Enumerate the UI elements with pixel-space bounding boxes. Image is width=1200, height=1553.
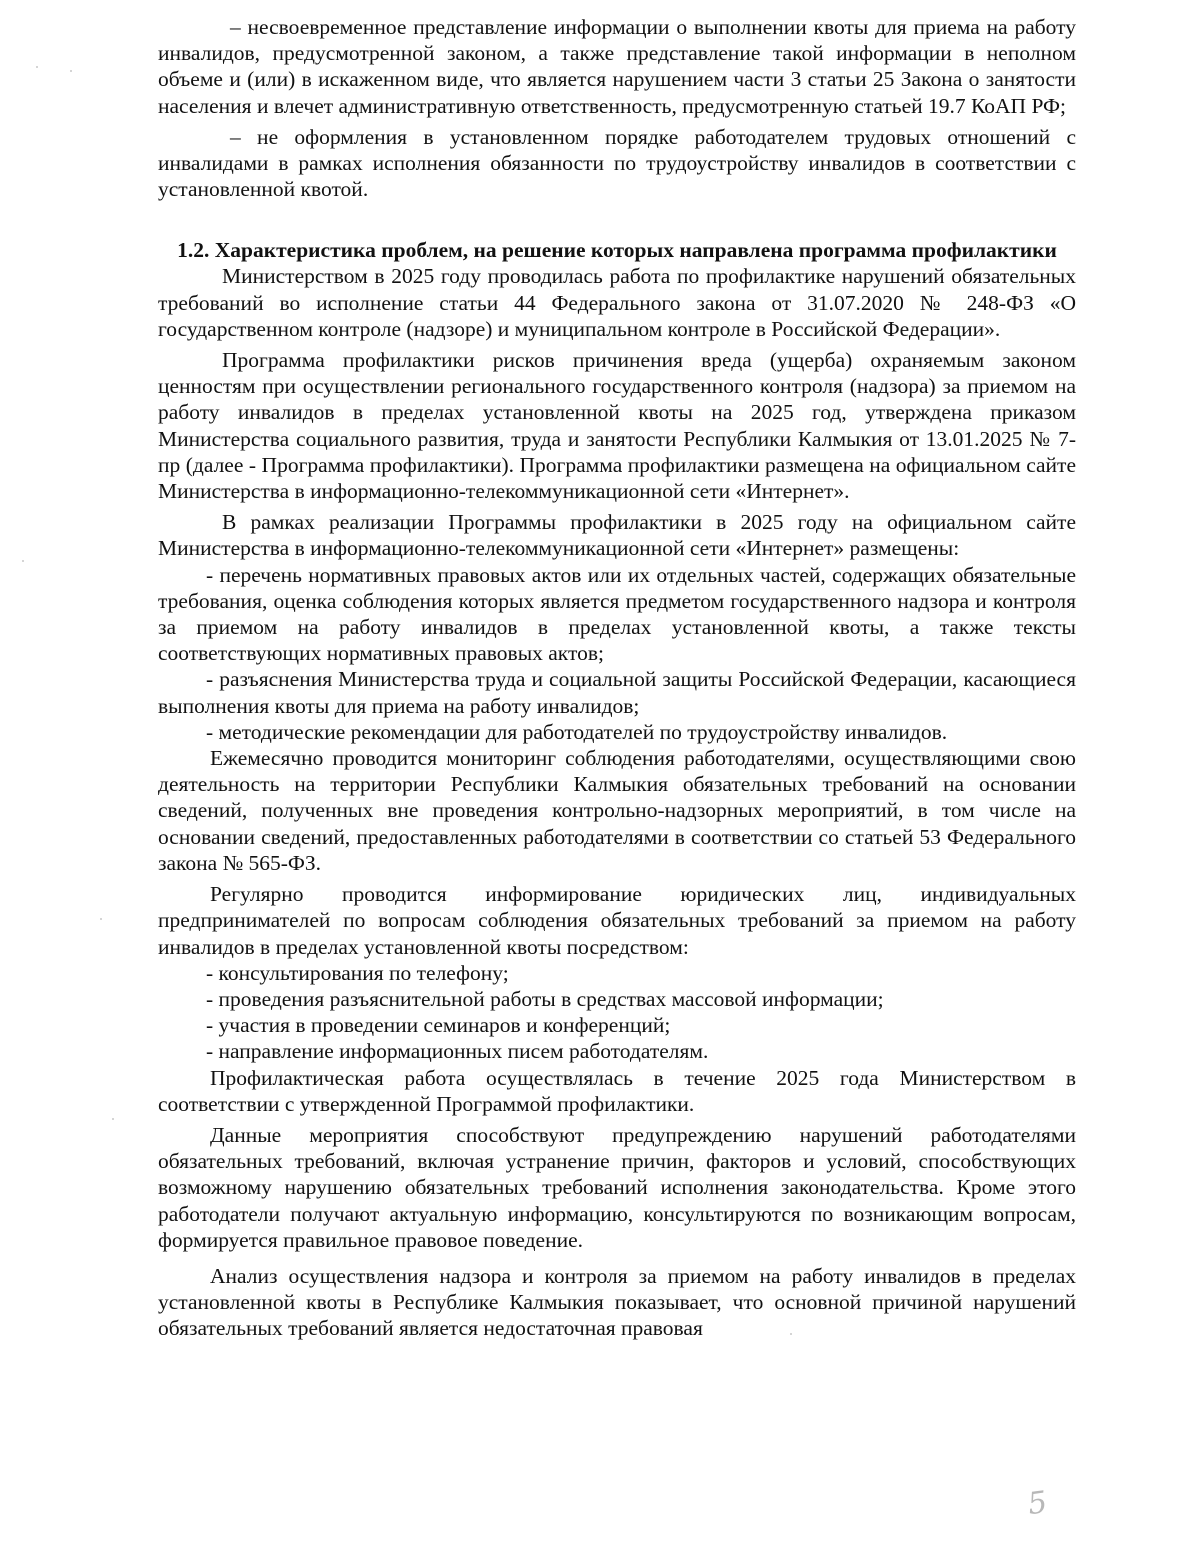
list-item: - разъяснения Министерства труда и социальной защиты Российской Федерации, касающиеся выполнения квоты для приема на работу инвалидов; — [158, 667, 1076, 718]
list-item: - участия в проведении семинаров и конференций; — [206, 1013, 671, 1038]
paragraph-informing: Регулярно проводится информирование юридических лиц, индивидуальных предпринимателей по вопросам соблюдения обязательных требований за приемом на работу инвалидов в пределах установленной квоты посредством: — [158, 882, 1076, 959]
paragraph-ministry-work: Министерством в 2025 году проводилась работа по профилактике нарушений обязательных требований во исполнение статьи 44 Федерального закона от 31.07.2020 № 248-ФЗ «О государственном контроле (надзоре) и муниципальном контроле в Российской Федерации». — [158, 264, 1076, 341]
list-item: - проведения разъяснительной работы в средствах массовой информации; — [206, 986, 884, 1011]
scan-speck — [790, 1333, 792, 1335]
paragraph-prevention-work: Профилактическая работа осуществлялась в течение 2025 года Министерством в соответствии с утвержденной Программой профилактики. — [158, 1065, 1076, 1116]
document-page — [158, 14, 1076, 1342]
paragraph-late-submission: – несвоевременное представление информации о выполнении квоты для приема на работу инвалидов, предусмотренной законом, а также представление такой информации в неполном объеме и (или) в искаженном виде, что является нарушением части 3 статьи 25 Закона о занятости населения и влечет административную ответственность, предусмотренную статьей 19.7 КоАП РФ; — [158, 15, 1076, 118]
list-item: - методические рекомендации для работодателей по трудоустройству инвалидов. — [206, 719, 948, 744]
paragraph-prevention-program: Программа профилактики рисков причинения вреда (ущерба) охраняемым законом ценностям при осуществлении регионального государственного контроля (надзора) за приемом на работу инвалидов в пределах установленной квоты на 2025 год, утверждена приказом Министерства социального развития, труда и занятости Республики Калмыкия от 13.01.2025 № 7-пр (далее - Программа профилактики). Программа профилактики размещена на официальном сайте Министерства в информационно-телекоммуникационной сети «Интернет». — [158, 348, 1076, 504]
paragraph-analysis: Анализ осуществления надзора и контроля за приемом на работу инвалидов в пределах установленной квоты в Республике Калмыкия показывает, что основной причиной нарушений обязательных требований является недостаточная правовая — [158, 1263, 1076, 1341]
scan-speck — [70, 70, 72, 72]
list-item: - перечень нормативных правовых актов или их отдельных частей, содержащих обязательные требования, оценка соблюдения которых является предметом государственного надзора и контроля за приемом на работу инвалидов в пределах установленной квоты, а также тексты соответствующих нормативных правовых актов; — [158, 562, 1076, 666]
scan-speck — [100, 918, 102, 920]
handwritten-page-number: 5 — [1025, 1484, 1050, 1523]
list-item: - направление информационных писем работодателям. — [206, 1039, 709, 1064]
list-item: - консультирования по телефону; — [206, 960, 509, 985]
scan-speck — [112, 1118, 114, 1120]
section-heading: 1.2. Характеристика проблем, на решение которых направлена программа профилактики — [177, 238, 1057, 263]
paragraph-no-employment: – не оформления в установленном порядке работодателем трудовых отношений с инвалидами в рамках исполнения обязанности по трудоустройству инвалидов в соответствии с установленной квотой. — [158, 124, 1076, 202]
scan-speck — [36, 66, 38, 68]
scan-speck — [22, 560, 24, 562]
paragraph-monitoring: Ежемесячно проводится мониторинг соблюдения работодателями, осуществляющими свою деятельность на территории Республики Калмыкия обязательных требований на основании сведений, полученных вне проведения контрольно-надзорных мероприятий, в том числе на основании сведений, предоставленных работодателями в соответствии со статьей 53 Федерального закона № 565-ФЗ. — [158, 746, 1076, 875]
paragraph-measures-effect: Данные мероприятия способствуют предупреждению нарушений работодателями обязательных требований, включая устранение причин, факторов и условий, способствующих возможному нарушению обязательных требований исполнения законодательства. Кроме этого работодатели получают актуальную информацию, консультируются по возникающим вопросам, формируется правильное правовое поведение. — [158, 1122, 1076, 1252]
paragraph-site-publications: В рамках реализации Программы профилактики в 2025 году на официальном сайте Министерства в информационно-телекоммуникационной сети «Интернет» размещены: — [158, 510, 1076, 561]
